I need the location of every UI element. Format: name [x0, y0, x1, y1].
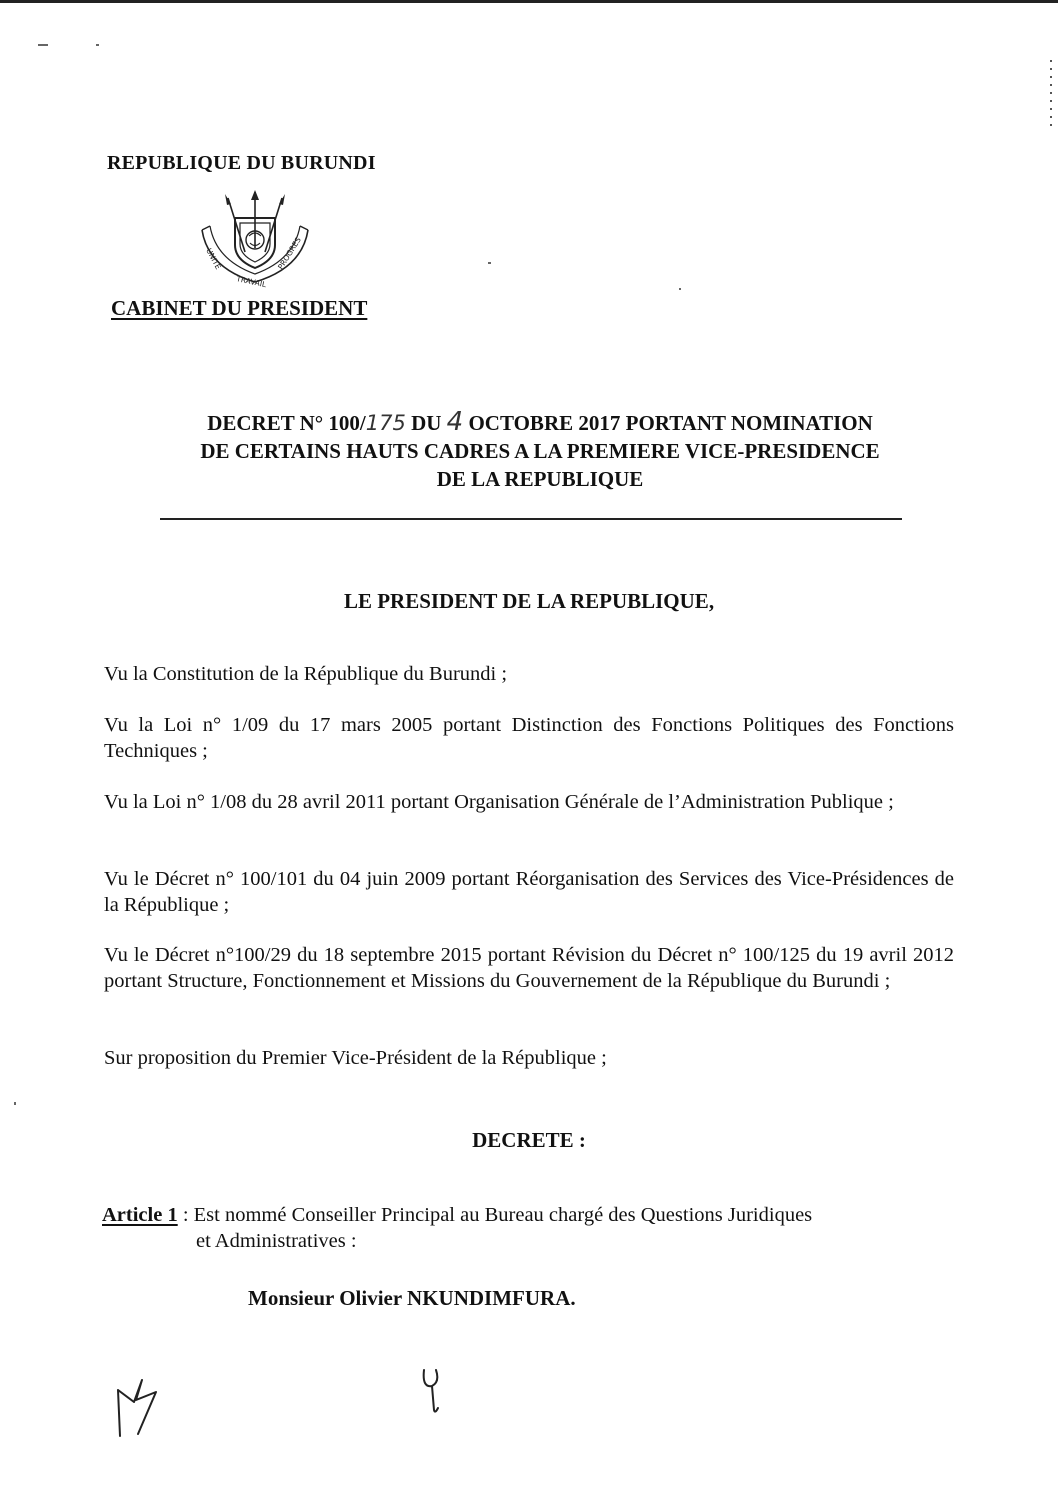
scan-speck — [38, 44, 48, 46]
decree-title-du: DU — [405, 411, 447, 435]
motto-progres: PROGRES — [276, 235, 303, 272]
coat-of-arms-emblem — [190, 190, 320, 290]
cabinet-heading: CABINET DU PRESIDENT — [111, 296, 368, 320]
decree-title — [100, 408, 980, 493]
scan-speck — [488, 262, 491, 264]
scan-speck — [679, 288, 681, 290]
decree-title-rest: OCTOBRE 2017 PORTANT NOMINATION — [463, 411, 873, 435]
decrete-heading: DECRETE : — [472, 1128, 586, 1152]
scan-speck — [96, 44, 99, 46]
handwritten-initials-right — [418, 1366, 448, 1416]
motto-travail: TRAVAIL — [235, 274, 268, 290]
recital-proposition: Sur proposition du Premier Vice-Président de la République ; — [104, 1047, 607, 1069]
article-1 — [102, 1202, 962, 1254]
republic-heading: REPUBLIQUE DU BURUNDI — [107, 152, 376, 174]
scan-edge — [0, 0, 1058, 3]
motto-unite: UNITE — [204, 246, 223, 271]
scan-margin-marks — [1050, 60, 1052, 130]
recital-loi-1-09: Vu la Loi n° 1/09 du 17 mars 2005 portant Distinction des Fonctions Politiques des Fonctions Techniques ; — [104, 714, 954, 762]
recital-decret-100-101: Vu le Décret n° 100/101 du 04 juin 2009 portant Réorganisation des Services des Vice-Présidences de la République ; — [104, 868, 954, 916]
handwritten-day: 4 — [446, 407, 464, 437]
article-1-label: Article 1 — [102, 1204, 178, 1226]
recital-decret-100-29: Vu le Décret n°100/29 du 18 septembre 2015 portant Révision du Décret n° 100/125 du 19 avril 2012 portant Structure, Fonctionnement et Missions du Gouvernement de la République du Burundi ; — [104, 944, 954, 992]
title-underline-rule — [160, 518, 902, 520]
decree-title-prefix: DECRET N° 100/ — [207, 411, 366, 435]
article-1-text-line1: Est nommé Conseiller Principal au Bureau chargé des Questions Juridiques — [193, 1204, 813, 1226]
decree-title-line2: DE CERTAINS HAUTS CADRES A LA PREMIERE VICE-PRESIDENCE — [200, 439, 880, 463]
article-1-text-line2: et Administratives : — [196, 1230, 357, 1252]
scan-speck — [14, 1102, 16, 1105]
decree-title-line3: DE LA REPUBLIQUE — [436, 467, 644, 491]
recital-loi-1-08: Vu la Loi n° 1/08 du 28 avril 2011 portant Organisation Générale de l’Administration Publique ; — [104, 791, 894, 813]
article-1-separator: : — [177, 1204, 194, 1226]
president-heading: LE PRESIDENT DE LA REPUBLIQUE, — [343, 589, 715, 613]
nominee-name: Monsieur Olivier NKUNDIMFURA. — [248, 1286, 576, 1310]
handwritten-initials-left — [112, 1372, 172, 1442]
handwritten-decree-number: 175 — [365, 411, 406, 435]
decree-title-line1 — [100, 408, 980, 437]
recital-constitution: Vu la Constitution de la République du Burundi ; — [104, 663, 508, 685]
